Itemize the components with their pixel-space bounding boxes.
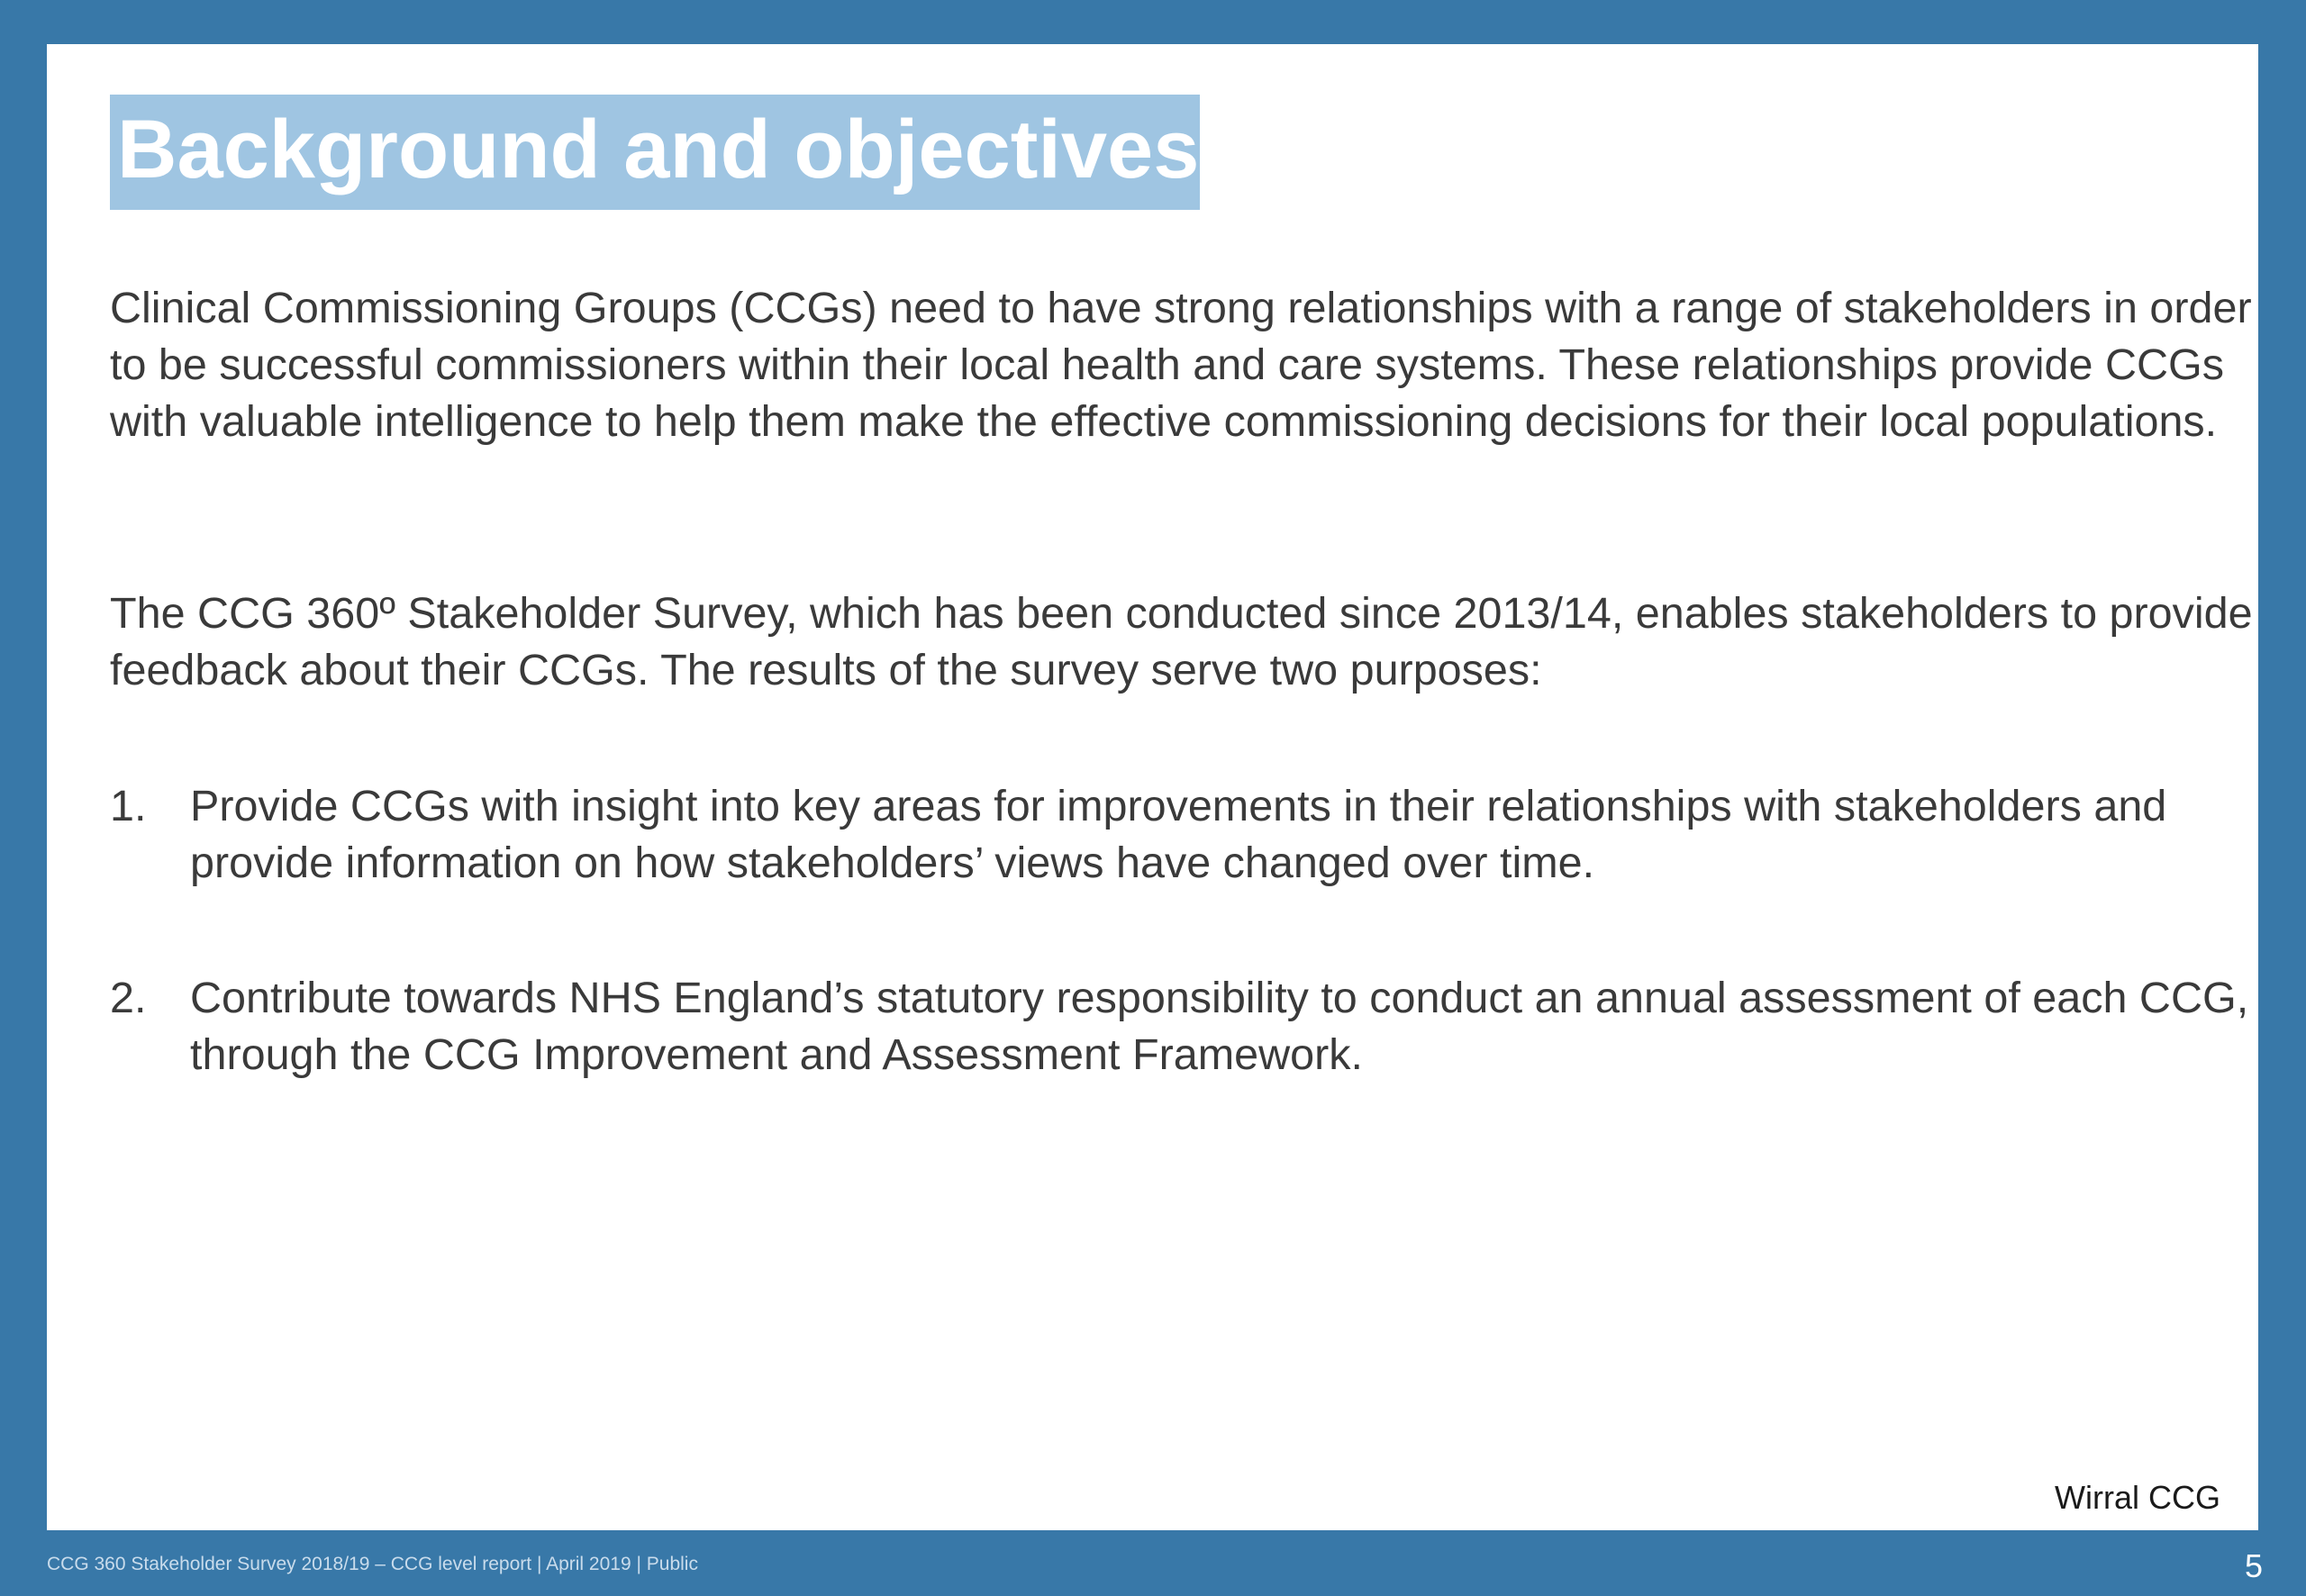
list-item-number: 2.	[110, 974, 147, 1022]
page-number: 5	[2244, 1547, 2263, 1584]
slide-panel	[47, 44, 2258, 1530]
page-title: Background and objectives	[117, 104, 1200, 195]
survey-paragraph: The CCG 360º Stakeholder Survey, which has been conducted since 2013/14, enables stakeholders to provide feedback about their CCGs. The results of the survey serve two purposes:	[110, 589, 2253, 694]
title-highlight-box	[110, 95, 1200, 210]
list-item-text: Provide CCGs with insight into key areas for improvements in their relationships with stakeholders and provide information on how stakeholders’ views have changed over time.	[190, 782, 2167, 887]
list-item-number: 1.	[110, 782, 147, 830]
list-item-text: Contribute towards NHS England’s statutory responsibility to conduct an annual assessment of each CCG, through the CCG Improvement and Assessment Framework.	[190, 974, 2249, 1079]
ccg-name-label: Wirral CCG	[2055, 1479, 2220, 1516]
footer-text: CCG 360 Stakeholder Survey 2018/19 – CCG level report | April 2019 | Public	[47, 1554, 698, 1574]
intro-paragraph: Clinical Commissioning Groups (CCGs) need to have strong relationships with a range of stakeholders in order to be successful commissioners within their local health and care systems. These relationships provide CCGs with valuable intelligence to help them make the effective commissioning decisions for their local populations.	[110, 284, 2252, 446]
